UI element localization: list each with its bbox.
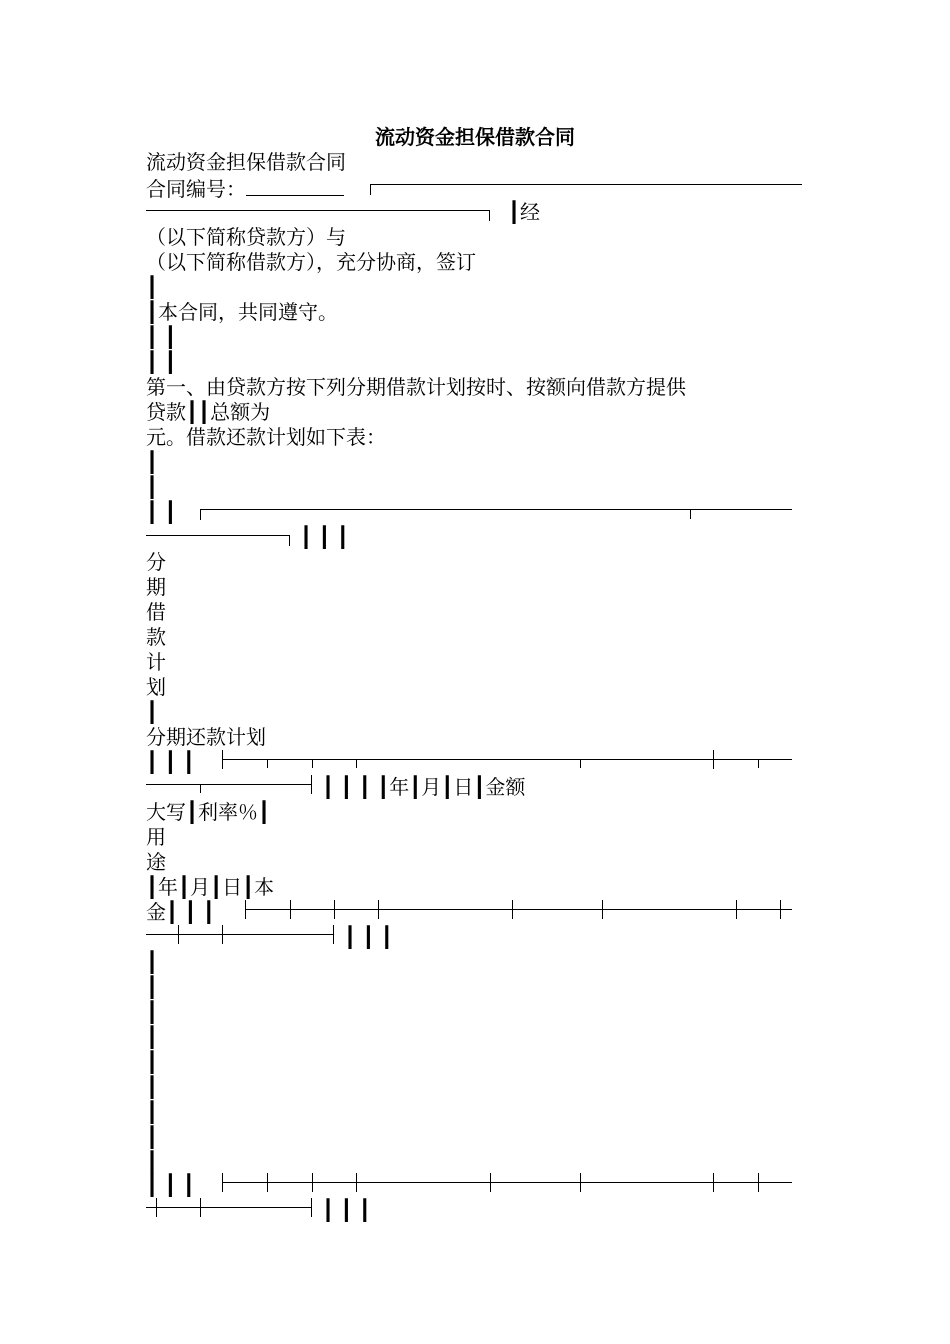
table-tick <box>200 784 201 793</box>
table-rule <box>146 784 312 785</box>
table-rule <box>146 1207 312 1208</box>
doc-line: 贷款┃┃总额为 <box>146 400 271 424</box>
doc-line: （以下简称贷款方）与 <box>146 225 346 249</box>
table-tick <box>580 1173 581 1192</box>
table-tick <box>222 1173 223 1192</box>
doc-line: ┃ ┃ <box>146 500 177 524</box>
doc-line: ┃ ┃ ┃ <box>300 525 349 549</box>
table-tick <box>245 900 246 919</box>
doc-line: 第一、由贷款方按下列分期借款计划按时、按额向借款方提供 <box>146 375 686 399</box>
doc-line: ┃ <box>146 950 159 974</box>
doc-line: ┃ ┃ ┃ <box>146 750 195 774</box>
doc-line: 途 <box>146 850 166 874</box>
doc-line: 借 <box>146 600 166 624</box>
table-rule <box>146 934 334 935</box>
table-corner <box>200 509 201 520</box>
table-tick <box>356 1173 357 1192</box>
table-tick <box>758 759 759 768</box>
doc-line: 期 <box>146 575 166 599</box>
doc-line: ┃ <box>146 1125 159 1149</box>
table-tick <box>290 900 291 919</box>
table-tick <box>758 1173 759 1192</box>
document-title: 流动资金担保借款合同 <box>375 125 575 149</box>
table-tick <box>311 775 312 794</box>
table-rule <box>222 1182 792 1183</box>
table-rule <box>245 909 792 910</box>
doc-line: ┃ <box>146 1150 159 1174</box>
table-tick <box>512 900 513 919</box>
doc-line: ┃ <box>146 475 159 499</box>
table-tick <box>490 1173 491 1192</box>
doc-line: ┃ <box>146 275 159 299</box>
doc-line: ┃ ┃ ┃ <box>322 1198 371 1222</box>
table-tick <box>312 759 313 768</box>
doc-line: ┃ <box>146 700 159 724</box>
doc-line: ┃ ┃ <box>146 350 177 374</box>
doc-line: ┃本合同，共同遵守。 <box>146 300 339 324</box>
doc-line: 款 <box>146 625 166 649</box>
contract-number-label: 合同编号： <box>146 177 246 201</box>
doc-line: ┃ <box>146 1100 159 1124</box>
contract-number-blank <box>246 175 344 196</box>
doc-line: 元。借款还款计划如下表： <box>146 425 386 449</box>
doc-line: ┃ ┃ ┃ ┃年┃月┃日┃金额 <box>322 775 526 799</box>
table-tick <box>580 759 581 768</box>
table-rule <box>370 184 802 185</box>
doc-line: ┃ <box>146 1050 159 1074</box>
table-tick <box>713 750 714 769</box>
table-tick <box>267 1173 268 1192</box>
table-tick <box>378 900 379 919</box>
table-tick <box>311 1198 312 1217</box>
doc-line: 划 <box>146 675 166 699</box>
table-tick <box>267 759 268 768</box>
table-rule <box>146 535 290 536</box>
table-rule <box>200 509 792 510</box>
doc-line: 流动资金担保借款合同 <box>146 150 346 174</box>
doc-line: 分期还款计划 <box>146 725 266 749</box>
table-tick <box>312 1173 313 1192</box>
table-corner <box>489 210 490 221</box>
table-tick <box>200 1198 201 1217</box>
table-rule <box>222 759 792 760</box>
table-tick <box>602 900 603 919</box>
table-tick <box>736 900 737 919</box>
doc-line: 计 <box>146 650 166 674</box>
doc-line: 用 <box>146 825 166 849</box>
contract-number-line <box>146 175 354 202</box>
table-tick <box>780 900 781 919</box>
table-tick <box>334 900 335 919</box>
table-tick <box>222 750 223 769</box>
table-tick <box>222 925 223 944</box>
doc-line: 金┃ ┃ ┃ <box>146 900 215 924</box>
table-tick <box>356 759 357 768</box>
doc-line: ┃ <box>146 1075 159 1099</box>
doc-line: ┃ ┃ ┃ <box>344 925 393 949</box>
doc-line: ┃ <box>146 1025 159 1049</box>
doc-line: ┃ ┃ <box>146 325 177 349</box>
table-tick <box>690 509 691 519</box>
table-rule <box>146 210 490 211</box>
doc-line: ┃ <box>146 1000 159 1024</box>
doc-line: 大写┃利率％┃ <box>146 800 271 824</box>
doc-line: ┃ <box>146 975 159 999</box>
doc-line: ┃ <box>146 450 159 474</box>
table-tick <box>713 1173 714 1192</box>
doc-line: ┃ ┃ ┃ <box>146 1173 195 1197</box>
doc-line: ┃年┃月┃日┃本 <box>146 875 275 899</box>
doc-line: （以下简称借款方），充分协商，签订 <box>146 250 476 274</box>
table-corner <box>289 535 290 546</box>
doc-line: 分 <box>146 550 166 574</box>
table-tick <box>333 925 334 944</box>
table-tick <box>156 1198 157 1217</box>
doc-line: ┃经 <box>508 200 541 224</box>
table-tick <box>178 925 179 944</box>
table-corner <box>370 184 371 195</box>
